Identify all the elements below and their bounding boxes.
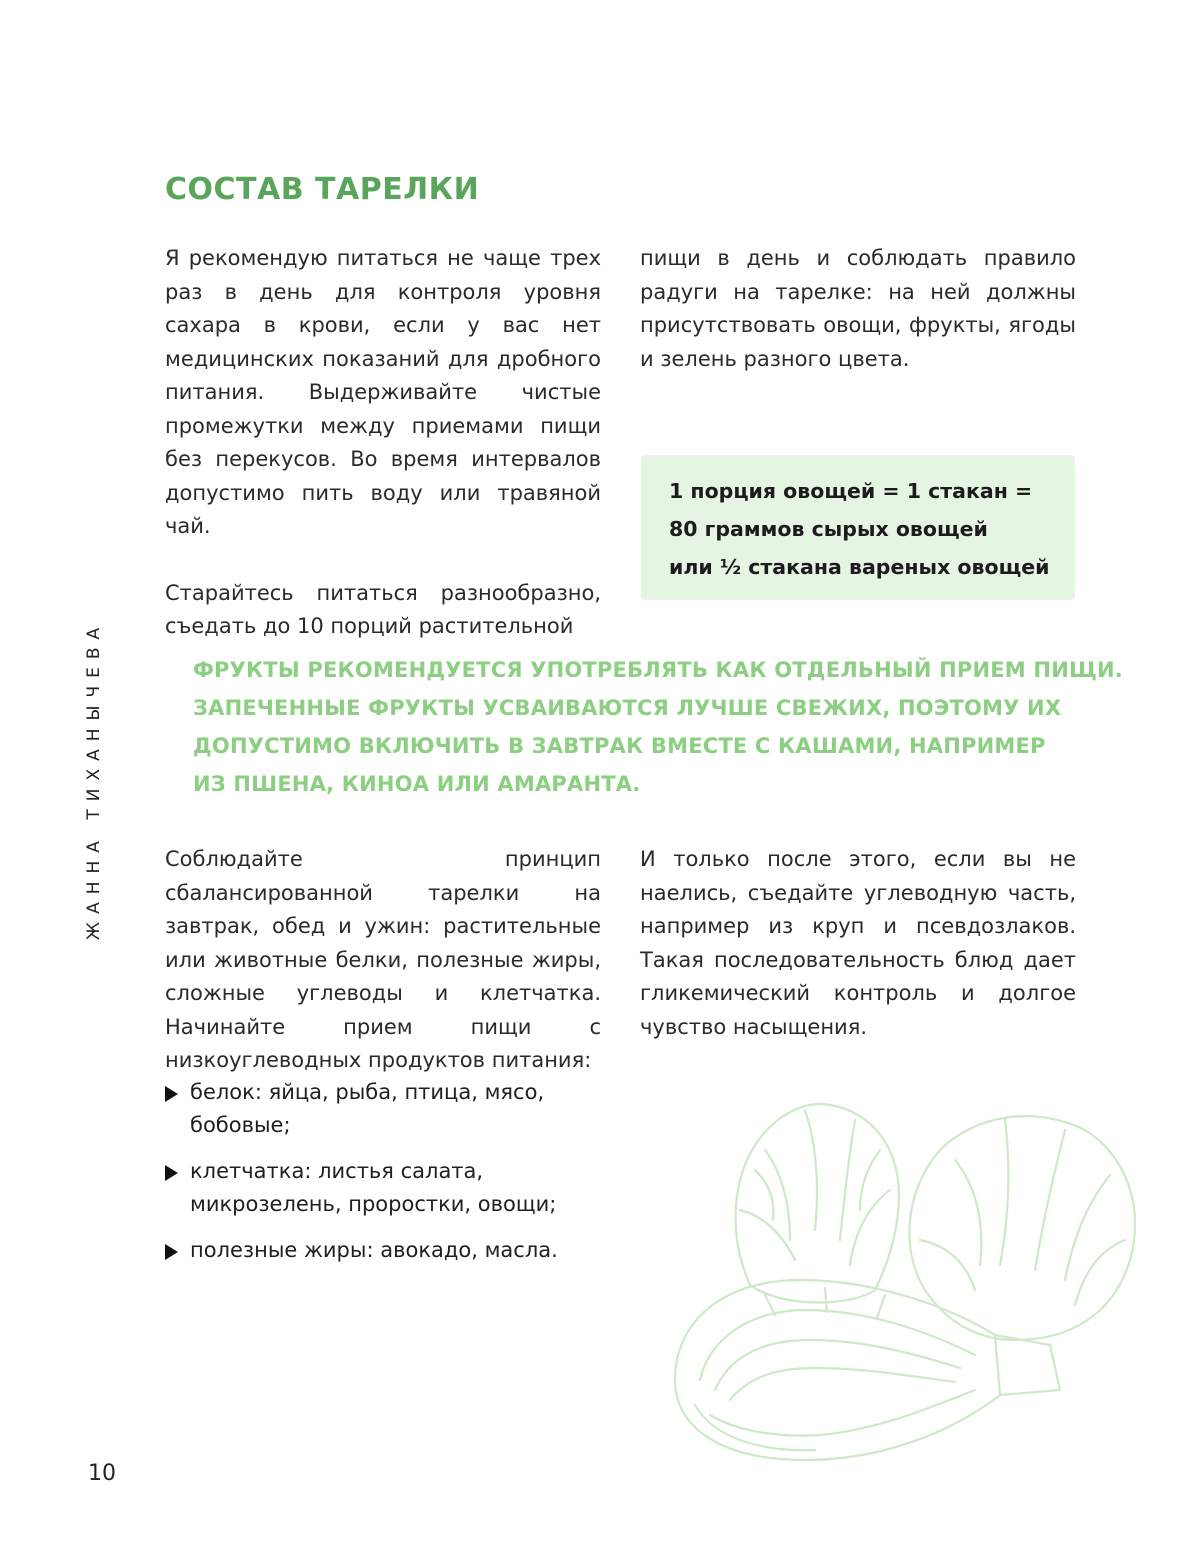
intro-paragraph-3: пищи в день и соблюдать правило радуги на тарелке: на ней должны присутствовать овощи, фрукты, ягоды и зелень разного цвета. xyxy=(640,246,1076,371)
intro-left-column xyxy=(165,242,601,644)
intro-paragraph-2: Старайтесь питаться разнообразно, съедать до 10 порций растительной xyxy=(165,580,601,638)
balanced-right-column xyxy=(640,843,1076,1044)
artichoke-halved-icon xyxy=(675,1280,1060,1460)
balanced-left-column xyxy=(165,843,601,1078)
quote-line-3: ДОПУСТИМО ВКЛЮЧИТЬ В ЗАВТРАК ВМЕСТЕ С КАШАМИ, НАПРИМЕР xyxy=(193,734,1046,758)
callout-line-1: 1 порция овощей = 1 стакан = xyxy=(669,479,1033,503)
list-item xyxy=(165,1076,585,1142)
food-list xyxy=(165,1076,585,1280)
triangle-bullet-icon xyxy=(165,1086,178,1102)
callout-line-3: или ½ стакана вареных овощей xyxy=(669,555,1050,579)
intro-paragraph-1: Я рекомендую питаться не чаще трех раз в день для контроля уровня сахара в крови, если у вас нет медицинских показаний для дробного питания. Выдерживайте чистые промежутки между приемами пищи без перекусов. Во время интервалов допустимо пить воду или травяной чай. xyxy=(165,246,601,538)
callout-line-2: 80 граммов сырых овощей xyxy=(669,517,988,541)
page-number: 10 xyxy=(88,1461,116,1486)
author-name-vertical: ЖАННА ТИХАНЫЧЕВА xyxy=(84,619,104,941)
list-item-text: клетчатка: листья салата, микрозелень, проростки, овощи; xyxy=(190,1159,557,1216)
portion-callout xyxy=(641,455,1075,600)
list-item xyxy=(165,1234,585,1267)
intro-right-column xyxy=(640,242,1076,376)
quote-line-2: ЗАПЕЧЕННЫЕ ФРУКТЫ УСВАИВАЮТСЯ ЛУЧШЕ СВЕЖИХ, ПОЭТОМУ ИХ xyxy=(193,696,1062,720)
artichoke-right-icon xyxy=(909,1116,1135,1340)
artichoke-illustration-icon xyxy=(655,1090,1145,1480)
triangle-bullet-icon xyxy=(165,1244,178,1260)
list-item-text: полезные жиры: авокадо, масла. xyxy=(190,1238,558,1262)
list-item-text: белок: яйца, рыба, птица, мясо, бобовые; xyxy=(190,1080,545,1137)
page-heading: СОСТАВ ТАРЕЛКИ xyxy=(165,172,480,207)
quote-line-4: ИЗ ПШЕНА, КИНОА ИЛИ АМАРАНТА. xyxy=(193,772,641,796)
balanced-paragraph-right: И только после этого, если вы не наелись, съедайте углеводную часть, например из круп и псевдозлаков. Такая последовательность блюд дает гликемический контроль и долгое чувство насыщения. xyxy=(640,847,1076,1039)
balanced-paragraph-left: Соблюдайте принцип сбалансированной тарелки на завтрак, обед и ужин: растительные или животные белки, полезные жиры, сложные углеводы и клетчатка. Начинайте прием пищи с низкоуглеводных продуктов питания: xyxy=(165,847,601,1072)
fruit-quote xyxy=(193,651,1123,803)
artichoke-left-icon xyxy=(736,1104,899,1302)
list-item xyxy=(165,1155,585,1221)
triangle-bullet-icon xyxy=(165,1165,178,1181)
quote-line-1: ФРУКТЫ РЕКОМЕНДУЕТСЯ УПОТРЕБЛЯТЬ КАК ОТДЕЛЬНЫЙ ПРИЕМ ПИЩИ. xyxy=(193,658,1123,682)
